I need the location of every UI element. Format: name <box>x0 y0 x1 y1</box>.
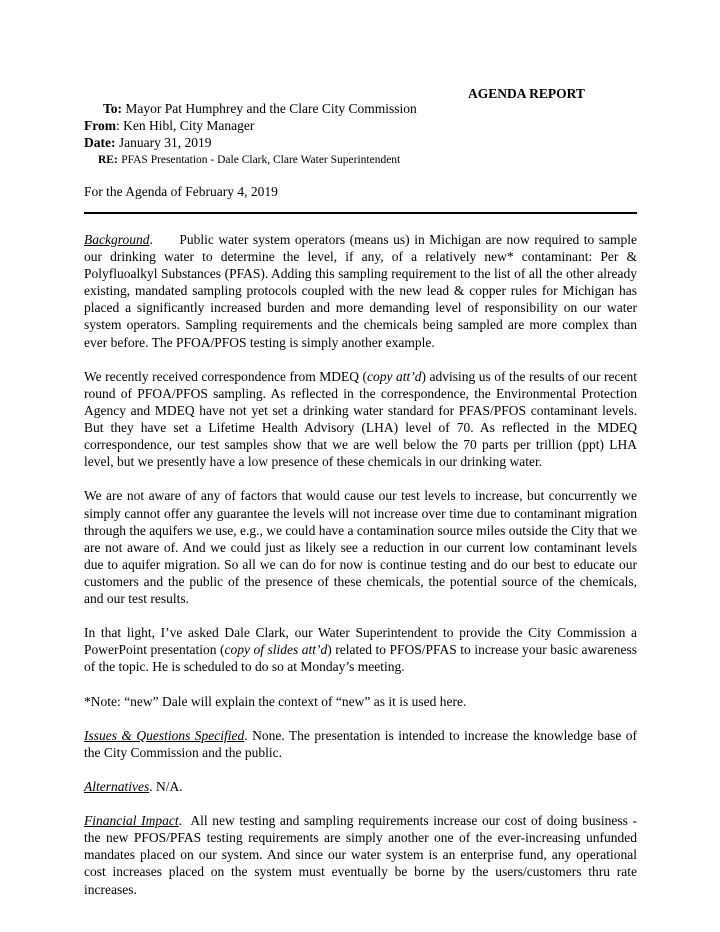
p4-text-a: In that light, I’ve asked Dale Clark, our Water Superintendent to provide the City Commission a PowerPoint presentation ( <box>84 625 637 658</box>
alternatives-text: N/A. <box>155 779 183 794</box>
p2-text-b: ) advising us of the results of our recent round of PFOA/PFOS sampling. As reflected in the correspondence, the Environmental Protection Agency and MDEQ have not yet set a drinking water standard for PFAS/PFOS contaminant levels. But they have set a Lifetime Health Advisory (LHA) level of 70. As reflected in the MDEQ correspondence, our test samples show that we are well below the 70 parts per trillion (ppt) LHA level, but we presently have a low presence of these chemicals in our drinking water. <box>84 368 637 470</box>
background-text: Public water system operators (means us) in Michigan are now required to sample our drinking water to determine the level, if any, of a relatively new* contaminant: Per & Polyfluoalkyl Substances (PFAS). Adding this sampling requirement to the list of all the other already existing, mandated sampling protocols coupled with the new lead & copper rules for Michigan has placed a significantly increased burden and more demanding level of responsibility on our water system operators. Sampling requirements and the chemicals being sampled are more complex than ever before. The PFOA/PFOS testing is simply another example. <box>84 232 637 350</box>
note-paragraph: *Note: “new” Dale will explain the context of “new” as it is used here. <box>84 693 467 709</box>
issues-paragraph: Issues & Questions Specified. None. The presentation is intended to increase the knowledge base of the City Commission and the public. <box>84 727 637 760</box>
aquifer-paragraph: We are not aware of any of factors that would cause our test levels to increase, but concurrently we simply cannot offer any guarantee the levels will not increase over time due to contaminant migration through the aquifers we use, e.g., we could have a contamination source miles outside the City that we are not aware of. And we could just as likely see a reduction in our current low contaminant levels due to aquifer migration. So all we can do for now is continue testing and do our best to educate our customers and the public of the presence of these chemicals, the potential source of the chemicals, and our test results. <box>84 488 637 606</box>
report-title: AGENDA REPORT <box>468 86 585 101</box>
agenda-date-line: For the Agenda of February 4, 2019 <box>84 184 278 199</box>
to-label: To: <box>103 101 123 116</box>
to-value: Mayor Pat Humphrey and the Clare City Commission <box>125 101 417 116</box>
re-label: RE: <box>98 154 118 166</box>
date-value: January 31, 2019 <box>118 135 212 150</box>
background-heading: Background <box>84 232 150 247</box>
from-line: From: Ken Hibl, City Manager <box>84 118 255 133</box>
financial-paragraph: Financial Impact. All new testing and sampling requirements increase our cost of doing business - the new PFOS/PFAS testing requirements are simply another one of the ever-increasing unfunded mandates placed on our system. And since our water system is an enterprise fund, any operational cost increases placed on the system must eventually be borne by the users/customers thru rate increases. <box>84 813 637 897</box>
re-line <box>98 150 400 169</box>
to-line <box>103 100 417 117</box>
p2-attachment-note: copy att’d <box>367 368 422 384</box>
p4-attachment-note: copy of slides att’d <box>224 642 328 658</box>
report-body <box>84 231 637 915</box>
date-label: Date: <box>84 135 116 150</box>
alternatives-paragraph: Alternatives. N/A. <box>84 779 183 794</box>
header-divider <box>84 212 637 214</box>
financial-heading: Financial Impact <box>84 813 179 829</box>
from-label: From <box>84 118 116 133</box>
background-paragraph: Background. Public water system operators (means us) in Michigan are now required to sample our drinking water to determine the level, if any, of a relatively new* contaminant: Per & Polyfluoalkyl Substances (PFAS). Adding this sampling requirement to the list of all the other already existing, mandated sampling protocols coupled with the new lead & copper rules for Michigan has placed a significantly increased burden and more demanding level of responsibility on our water system operators. Sampling requirements and the chemicals being sampled are more complex than ever before. The PFOA/PFOS testing is simply another example. <box>84 232 637 350</box>
issues-heading: Issues & Questions Specified <box>84 727 245 743</box>
presentation-paragraph <box>84 624 637 675</box>
date-line <box>84 134 211 151</box>
p2-text-a: We recently received correspondence from MDEQ ( <box>84 368 368 384</box>
financial-text: All new testing and sampling requirements increase our cost of doing business - the new PFOS/PFAS testing requirements are simply another one of the ever-increasing unfunded mandates placed on our system. And since our water system is an enterprise fund, any operational cost increases placed on the system must eventually be borne by the users/customers thru rate increases. <box>84 813 637 897</box>
alternatives-heading: Alternatives <box>84 779 150 794</box>
correspondence-paragraph <box>84 368 637 471</box>
from-value: Ken Hibl, City Manager <box>123 118 255 133</box>
re-value: PFAS Presentation - Dale Clark, Clare Water Superintendent <box>121 154 401 166</box>
issues-text: None. The presentation is intended to increase the knowledge base of the City Commission and the public. <box>84 727 637 760</box>
p4-text-b: ) related to PFOS/PFAS to increase your basic awareness of the topic. He is scheduled to do so at Monday’s meeting. <box>84 642 638 675</box>
